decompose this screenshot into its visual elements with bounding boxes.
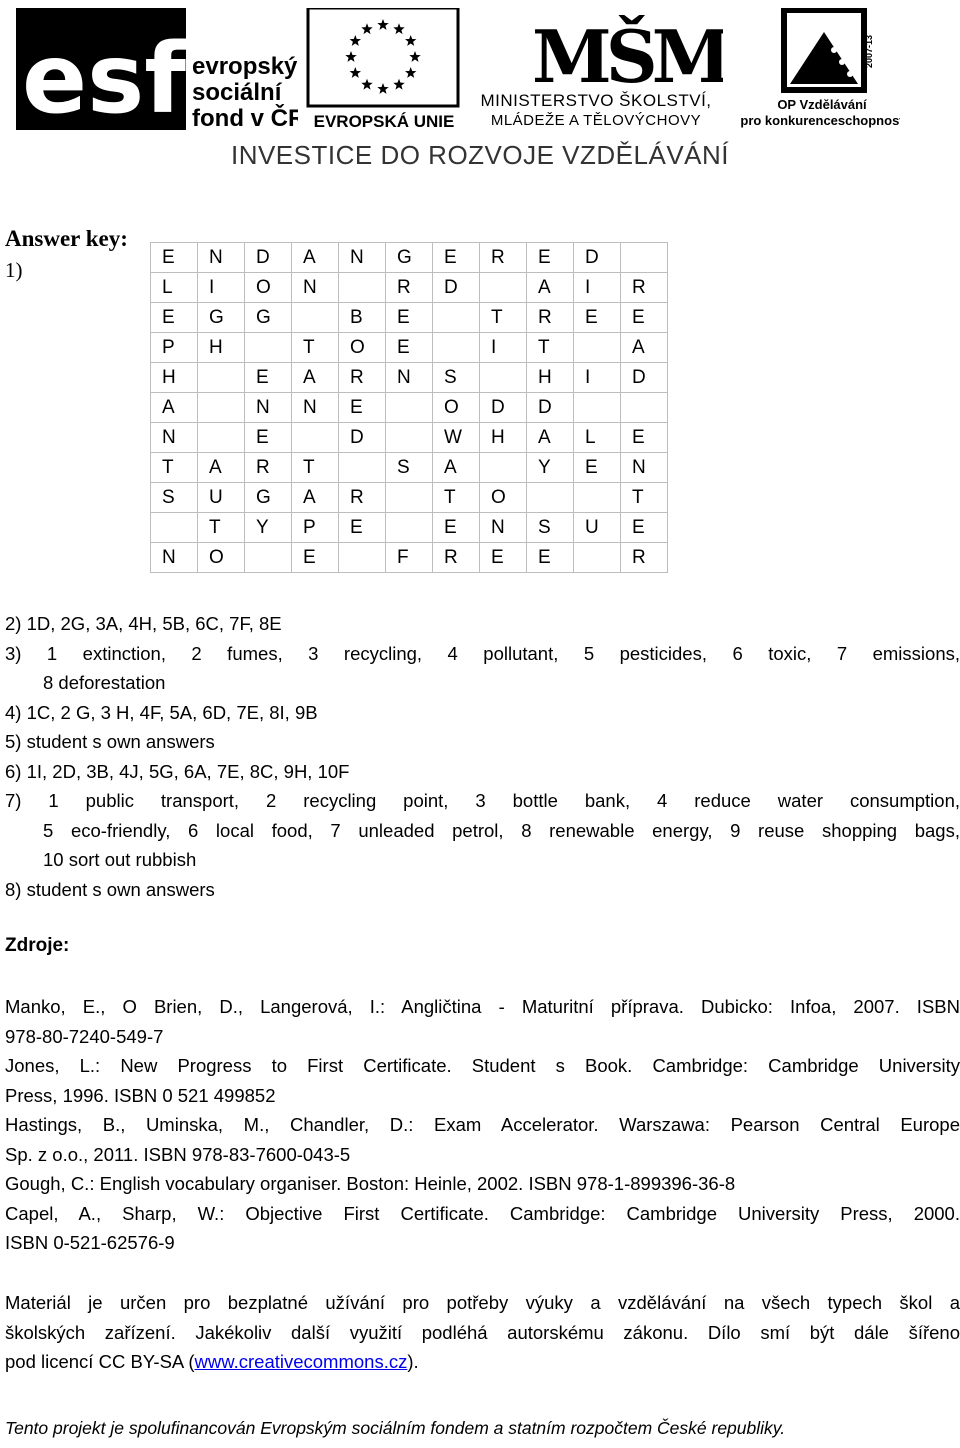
grid-cell (433, 333, 480, 363)
grid-cell: D (339, 423, 386, 453)
grid-cell: E (386, 333, 433, 363)
grid-cell: T (292, 333, 339, 363)
ref-3-line-2: Sp. z o.o., 2011. ISBN 978-83-7600-043-5 (5, 1143, 351, 1165)
grid-cell: E (245, 423, 292, 453)
svg-text:sociální: sociální (192, 79, 282, 106)
answer-6: 6) 1I, 2D, 3B, 4J, 5G, 6A, 7E, 8C, 9H, 10F (5, 760, 350, 782)
grid-cell: O (480, 483, 527, 513)
grid-row (151, 483, 668, 513)
grid-cell: E (527, 243, 574, 273)
msmt-logo (468, 4, 723, 130)
grid-cell: P (151, 333, 198, 363)
grid-cell (386, 423, 433, 453)
grid-cell (386, 513, 433, 543)
grid-cell (339, 453, 386, 483)
grid-cell: N (198, 243, 245, 273)
grid-cell: E (527, 543, 574, 573)
grid-cell: G (245, 303, 292, 333)
answer-5: 5) student s own answers (5, 731, 215, 752)
grid-cell (480, 363, 527, 393)
grid-cell (574, 543, 621, 573)
grid-cell: G (198, 303, 245, 333)
grid-cell: G (245, 483, 292, 513)
grid-cell (574, 333, 621, 363)
grid-cell: A (292, 243, 339, 273)
grid-cell: S (433, 363, 480, 393)
grid-cell: H (480, 423, 527, 453)
svg-text:EVROPSKÁ UNIE: EVROPSKÁ UNIE (313, 112, 455, 130)
grid-cell: A (198, 453, 245, 483)
grid-cell: R (621, 273, 668, 303)
grid-cell: E (433, 243, 480, 273)
grid-cell: O (339, 333, 386, 363)
answers-list (5, 609, 960, 904)
grid-cell: T (433, 483, 480, 513)
grid-cell: N (621, 453, 668, 483)
grid-cell (339, 273, 386, 303)
grid-cell: R (433, 543, 480, 573)
answer-7-line-3: 10 sort out rubbish (43, 849, 197, 870)
grid-row (151, 333, 668, 363)
grid-cell: E (621, 303, 668, 333)
grid-row (151, 273, 668, 303)
esf-logo-letters: esf (22, 23, 187, 130)
ref-4-line-1: Gough, C.: English vocabulary organiser. Boston: Heinle, 2002. ISBN 978-1-899396-36-8 (5, 1173, 736, 1194)
grid-cell (245, 333, 292, 363)
grid-cell: E (621, 423, 668, 453)
grid-cell: I (480, 333, 527, 363)
grid-cell: A (292, 483, 339, 513)
ref-5-line-1: Capel, A., Sharp, W.: Objective First Certificate. Cambridge: Cambridge University Press, 2000. (5, 1202, 960, 1224)
grid-cell: N (151, 543, 198, 573)
grid-cell: E (151, 243, 198, 273)
grid-row (151, 423, 668, 453)
grid-cell: U (198, 483, 245, 513)
svg-text:OP Vzdělávání: OP Vzdělávání (777, 97, 867, 112)
grid-cell: A (527, 273, 574, 303)
notice-line-2: školských zařízení. Jakékoliv další využití podléhá autorskému zákonu. Dílo smí být dále šířeno (5, 1321, 960, 1343)
grid-cell: T (151, 453, 198, 483)
grid-cell: L (151, 273, 198, 303)
footer-note: Tento projekt je spolufinancován Evropským sociálním fondem a statním rozpočtem České republiky. (5, 1418, 786, 1438)
grid-cell (433, 303, 480, 333)
grid-cell (198, 423, 245, 453)
grid-cell: R (245, 453, 292, 483)
svg-text:MINISTERSTVO ŠKOLSTVÍ,: MINISTERSTVO ŠKOLSTVÍ, (480, 91, 712, 110)
grid-cell: T (527, 333, 574, 363)
grid-row (151, 453, 668, 483)
grid-cell: E (480, 543, 527, 573)
answer-4: 4) 1C, 2 G, 3 H, 4F, 5A, 6D, 7E, 8I, 9B (5, 701, 318, 723)
grid-cell: N (151, 423, 198, 453)
sources-list (5, 992, 960, 1258)
svg-text:pro konkurenceschopnost: pro konkurenceschopnost (740, 113, 900, 128)
grid-cell (621, 243, 668, 273)
grid-cell: S (527, 513, 574, 543)
grid-cell (198, 393, 245, 423)
grid-cell: E (433, 513, 480, 543)
grid-cell (621, 393, 668, 423)
svg-text:2007-13: 2007-13 (864, 34, 874, 68)
grid-row (151, 543, 668, 573)
grid-cell: D (245, 243, 292, 273)
notice-line-3: pod licencí CC BY-SA (www.creativecommons.cz). (5, 1351, 419, 1372)
ref-2-line-1: Jones, L.: New Progress to First Certificate. Student s Book. Cambridge: Cambridge University (5, 1055, 960, 1076)
ref-1-line-1: Manko, E., O Brien, D., Langerová, I.: Angličtina - Maturitní příprava. Dubicko: Infoa, 2007. ISBN (5, 996, 960, 1017)
creativecommons-link[interactable]: www.creativecommons.cz (194, 1351, 408, 1372)
grid-cell: I (198, 273, 245, 303)
license-notice (5, 1288, 960, 1377)
answer-3-line-1: 3) 1 extinction, 2 fumes, 3 recycling, 4 pollutant, 5 pesticides, 6 toxic, 7 emissions, (5, 642, 960, 664)
grid-cell: G (386, 243, 433, 273)
grid-cell: P (292, 513, 339, 543)
grid-cell: L (574, 423, 621, 453)
grid-cell: E (339, 393, 386, 423)
grid-cell: T (292, 453, 339, 483)
esf-logo (16, 8, 298, 130)
ref-3-line-1: Hastings, B., Uminska, M., Chandler, D.: Exam Accelerator. Warszawa: Pearson Central Europe (5, 1114, 960, 1135)
grid-cell: R (527, 303, 574, 333)
grid-cell: H (198, 333, 245, 363)
grid-cell (480, 453, 527, 483)
answer-8: 8) student s own answers (5, 878, 215, 900)
grid-cell: N (292, 273, 339, 303)
grid-cell: T (198, 513, 245, 543)
grid-cell: O (198, 543, 245, 573)
grid-cell: A (621, 333, 668, 363)
grid-cell: D (480, 393, 527, 423)
grid-cell (245, 543, 292, 573)
grid-cell (480, 273, 527, 303)
grid-cell: N (339, 243, 386, 273)
grid-cell: R (339, 363, 386, 393)
grid-cell: E (292, 543, 339, 573)
grid-cell: E (339, 513, 386, 543)
grid-cell: A (433, 453, 480, 483)
grid-cell: N (292, 393, 339, 423)
ref-2-line-2: Press, 1996. ISBN 0 521 499852 (5, 1084, 276, 1106)
grid-cell: E (151, 303, 198, 333)
msmt-logo-letters: MŠM (532, 14, 723, 99)
grid-cell: O (433, 393, 480, 423)
grid-cell: D (621, 363, 668, 393)
grid-cell: F (386, 543, 433, 573)
grid-cell: A (292, 363, 339, 393)
eu-flag-logo (304, 8, 464, 130)
ref-1-line-2: 978-80-7240-549-7 (5, 1025, 164, 1047)
grid-row (151, 363, 668, 393)
grid-cell: W (433, 423, 480, 453)
answer-key-title: Answer key: (5, 226, 128, 251)
answer-7-line-2: 5 eco-friendly, 6 local food, 7 unleaded petrol, 8 renewable energy, 9 reuse shopping bags, (43, 819, 960, 841)
grid-cell: R (480, 243, 527, 273)
grid-cell: H (527, 363, 574, 393)
notice-line-1: Materiál je určen pro bezplatné užívání pro potřeby výuky a vzdělávání na všech typech škol a (5, 1292, 960, 1313)
answer-2: 2) 1D, 2G, 3A, 4H, 5B, 6C, 7F, 8E (5, 613, 282, 634)
grid-row (151, 513, 668, 543)
op-vzdelavani-logo (730, 8, 900, 130)
svg-text:fond v ČR: fond v ČR (192, 105, 298, 130)
grid-cell (386, 393, 433, 423)
grid-cell: E (386, 303, 433, 333)
grid-cell: D (527, 393, 574, 423)
grid-cell: U (574, 513, 621, 543)
grid-cell (151, 513, 198, 543)
answer-7-line-1: 7) 1 public transport, 2 recycling point, 3 bottle bank, 4 reduce water consumption, (5, 790, 960, 811)
grid-row (151, 303, 668, 333)
answer-3-line-2: 8 deforestation (43, 672, 166, 693)
grid-cell: N (245, 393, 292, 423)
ref-5-line-2: ISBN 0-521-62576-9 (5, 1232, 175, 1253)
grid-cell: O (245, 273, 292, 303)
grid-cell (574, 483, 621, 513)
grid-cell: I (574, 273, 621, 303)
banner-title: INVESTICE DO ROZVOJE VZDĚLÁVÁNÍ (230, 140, 730, 170)
sources-heading: Zdroje: (5, 935, 70, 956)
grid-cell: S (386, 453, 433, 483)
crossword-grid (150, 242, 668, 573)
grid-cell (527, 483, 574, 513)
grid-cell: T (480, 303, 527, 333)
grid-cell: D (574, 243, 621, 273)
grid-row (151, 243, 668, 273)
grid-cell (292, 303, 339, 333)
grid-cell: R (386, 273, 433, 303)
grid-cell: E (574, 453, 621, 483)
grid-cell (386, 483, 433, 513)
grid-cell: N (386, 363, 433, 393)
grid-cell: R (621, 543, 668, 573)
grid-cell: T (621, 483, 668, 513)
svg-text:MLÁDEŽE A TĚLOVÝCHOVY: MLÁDEŽE A TĚLOVÝCHOVY (490, 112, 702, 129)
grid-cell: I (574, 363, 621, 393)
grid-cell: A (151, 393, 198, 423)
grid-cell: S (151, 483, 198, 513)
grid-cell: E (621, 513, 668, 543)
grid-cell: R (339, 483, 386, 513)
grid-row (151, 393, 668, 423)
grid-cell: N (480, 513, 527, 543)
grid-cell (198, 363, 245, 393)
grid-cell: E (245, 363, 292, 393)
grid-cell: E (574, 303, 621, 333)
grid-cell: Y (527, 453, 574, 483)
grid-cell: H (151, 363, 198, 393)
svg-text:evropský: evropský (192, 53, 298, 80)
grid-cell (574, 393, 621, 423)
grid-cell: D (433, 273, 480, 303)
grid-cell: A (527, 423, 574, 453)
answer-1-number: 1) (5, 258, 23, 282)
grid-cell (292, 423, 339, 453)
grid-cell (339, 543, 386, 573)
grid-cell: B (339, 303, 386, 333)
grid-cell: Y (245, 513, 292, 543)
